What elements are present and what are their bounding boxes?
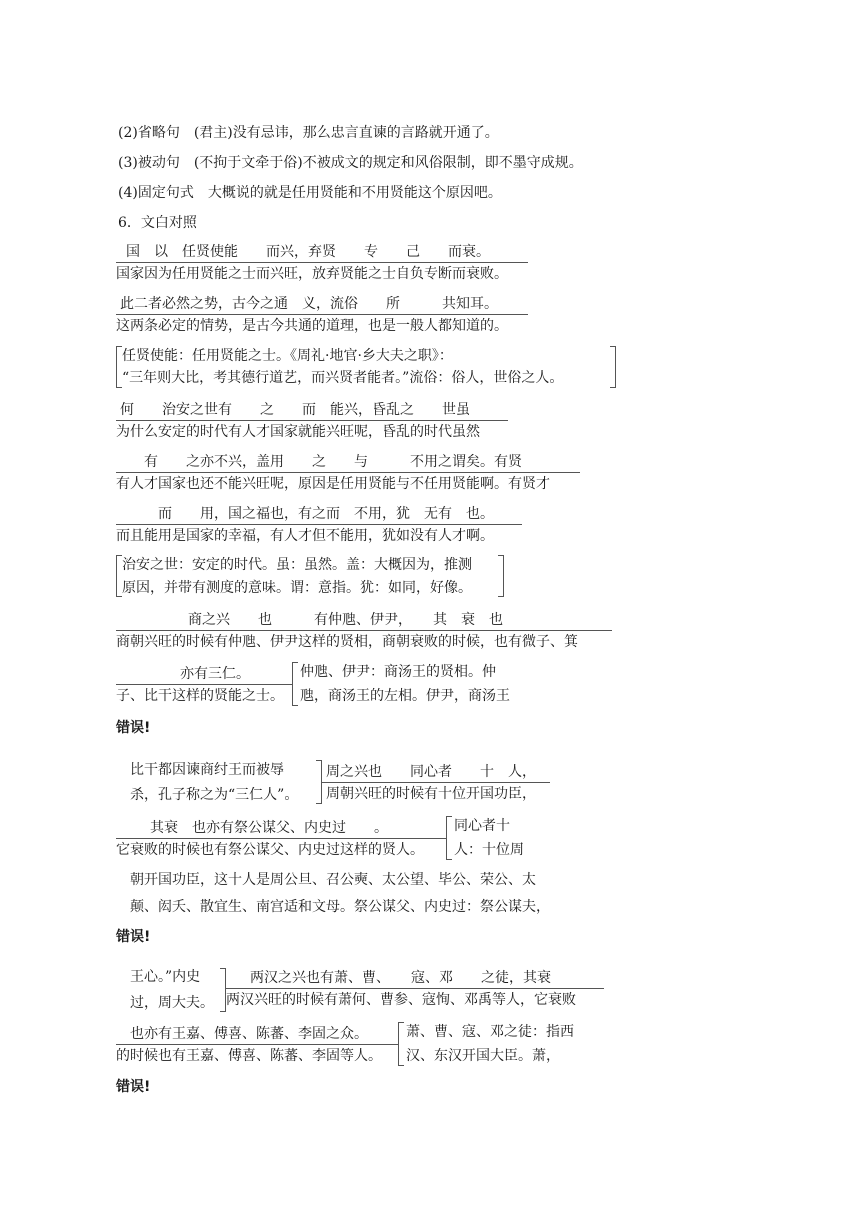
- note-line: 同心者十: [454, 818, 510, 834]
- sentence-4: (4)固定句式 大概说的就是任用贤能和不用贤能这个原因吧。: [118, 185, 502, 201]
- note-line: “三年则大比，考其德行道艺，而兴贤者能者。”流俗：俗人，世俗之人。: [122, 370, 564, 386]
- translation-line: 两汉兴旺的时候有萧何、曹参、寇恂、邓禹等人，它衰败: [226, 992, 576, 1008]
- note-line: 治安之世：安定的时代。虽：虽然。盖：大概因为，推测: [122, 557, 472, 573]
- translation-line: 周朝兴旺的时候有十位开国功臣，: [326, 786, 536, 802]
- divider: [116, 472, 580, 473]
- translation-line: 商朝兴旺的时候有仲虺、伊尹这样的贤相，商朝衰败的时候，也有微子、箕: [116, 634, 578, 650]
- note-line: 杀，孔子称之为“三仁人”。: [130, 787, 299, 803]
- translation-line: 有人才国家也还不能兴旺呢，原因是任用贤能与不任用贤能啊。有贤才: [116, 476, 550, 492]
- divider: [116, 684, 292, 685]
- section-title: 6．文白对照: [118, 215, 197, 231]
- translation-line: 的时候也有王嘉、傅喜、陈蕃、李固等人。: [116, 1048, 382, 1064]
- original-line: 也亦有王嘉、傅喜、陈蕃、李固之众。: [130, 1026, 368, 1042]
- divider: [116, 420, 508, 421]
- original-line: 而 用，国之福也，有之而 不用，犹 无有 也。: [158, 506, 494, 522]
- divider: [226, 988, 604, 989]
- translation-line: 子、比干这样的贤能之士。: [116, 688, 284, 704]
- note-line: 任贤使能：任用贤能之士。《周礼·地官·乡大夫之职》：: [122, 348, 453, 364]
- note-line: 颠、闳夭、散宜生、南宫适和文母。祭公谋父、内史过：祭公谋夫，: [130, 899, 550, 915]
- note-line: 王心。”内史: [130, 969, 201, 985]
- divider: [322, 782, 550, 783]
- divider: [116, 838, 446, 839]
- note-bracket: [610, 346, 616, 388]
- note-line: 萧、曹、寇、邓之徒：指西: [406, 1024, 574, 1040]
- translation-line: 它衰败的时候也有祭公谋父、内史过这样的贤人。: [116, 842, 424, 858]
- original-line: 此二者必然之势，古今之通 义，流俗 所 共知耳。: [120, 296, 498, 312]
- translation-line: 这两条必定的情势，是古今共通的道理，也是一般人都知道的。: [116, 318, 508, 334]
- note-bracket: [498, 555, 504, 597]
- error-marker: 错误!: [116, 1079, 151, 1095]
- error-marker: 错误!: [116, 929, 151, 945]
- original-line: 周之兴也 同心者 十 人，: [326, 764, 536, 780]
- divider: [116, 524, 522, 525]
- sentence-2: (2)省略句 (君主)没有忌讳，那么忠言直谏的言路就开通了。: [118, 125, 499, 141]
- divider: [116, 630, 612, 631]
- original-line: 国 以 任贤使能 而兴，弃贤 专 己 而衰。: [126, 244, 490, 260]
- note-line: 原因，并带有测度的意味。谓：意指。犹：如同，好像。: [122, 580, 472, 596]
- note-line: 仲虺、伊尹：商汤王的贤相。仲: [300, 664, 496, 680]
- note-line: 人：十位周: [454, 842, 524, 858]
- translation-line: 国家因为任用贤能之士而兴旺，放弃贤能之士自负专断而衰败。: [116, 266, 508, 282]
- note-line: 过，周大夫。: [130, 995, 214, 1011]
- original-line: 两汉之兴也有萧、曹、 寇、邓 之徒，其衰: [250, 970, 551, 986]
- note-line: 汉、东汉开国大臣。萧，: [406, 1048, 560, 1064]
- original-line: 亦有三仁。: [180, 666, 250, 682]
- divider: [116, 1044, 398, 1045]
- original-line: 商之兴 也 有仲虺、伊尹， 其 衰 也: [188, 612, 503, 628]
- divider: [116, 314, 528, 315]
- sentence-3: (3)被动句 (不拘于文牵于俗)不被成文的规定和风俗限制，即不墨守成规。: [118, 155, 583, 171]
- translation-line: 而且能用是国家的幸福，有人才但不能用，犹如没有人才啊。: [116, 528, 494, 544]
- note-line: 比干都因谏商纣王而被辱: [130, 762, 284, 778]
- note-bracket: [446, 816, 452, 860]
- original-line: 其衰 也亦有祭公谋父、内史过 。: [150, 820, 388, 836]
- note-bracket: [292, 662, 298, 706]
- note-line: 朝开国功臣，这十人是周公旦、召公奭、太公望、毕公、荣公、太: [130, 872, 536, 888]
- error-marker: 错误!: [116, 720, 151, 736]
- note-line: 虺，商汤王的左相。伊尹，商汤王: [300, 688, 510, 704]
- original-line: 有 之亦不兴，盖用 之 与 不用之谓矣。有贤: [144, 454, 522, 470]
- divider: [116, 262, 528, 263]
- original-line: 何 治安之世有 之 而 能兴，昏乱之 世虽: [120, 402, 470, 418]
- note-bracket: [398, 1022, 404, 1066]
- translation-line: 为什么安定的时代有人才国家就能兴旺呢，昏乱的时代虽然: [116, 424, 480, 440]
